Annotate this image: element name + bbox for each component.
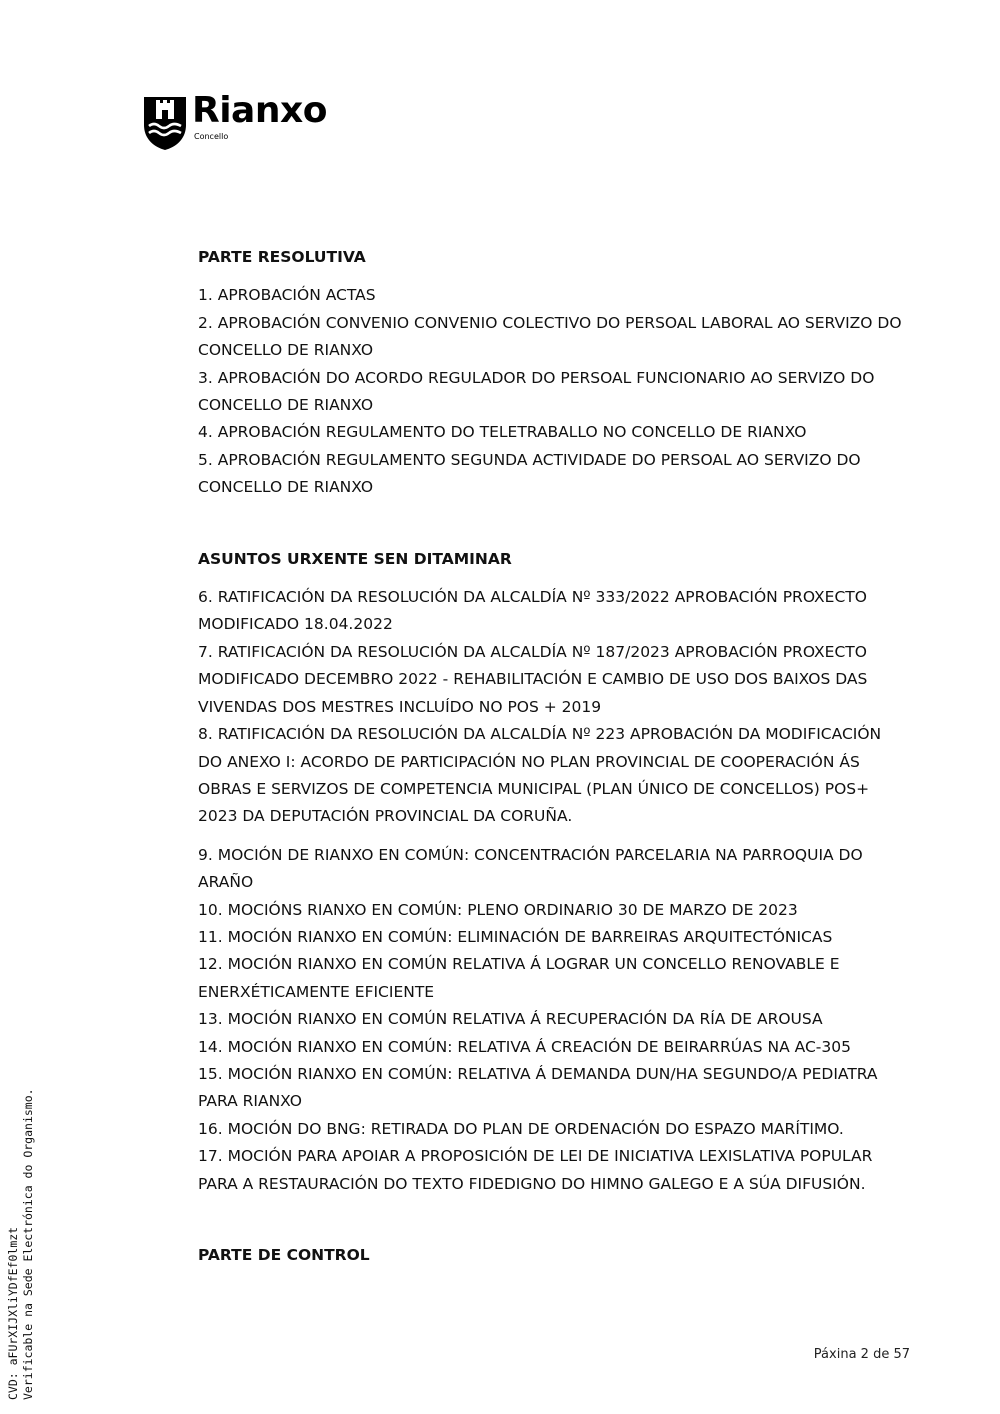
agenda-item: 15. MOCIÓN RIANXO EN COMÚN: RELATIVA Á DEMANDA DUN/HA SEGUNDO/A PEDIATRA PARA RIANXO [198, 1064, 878, 1111]
logo-wordmark: Rianxo [192, 90, 327, 131]
agenda-item: 7. RATIFICACIÓN DA RESOLUCIÓN DA ALCALDÍA Nº 187/2023 APROBACIÓN PROXECTO MODIFICADO DECEMBRO 2022 - REHABILITACIÓN E CAMBIO DE USO DOS BAIXOS DAS VIVENDAS DOS MESTRES INCLUÍDO NO POS + 2019 [198, 642, 868, 716]
agenda-body [198, 244, 908, 1269]
agenda-item: 5. APROBACIÓN REGULAMENTO SEGUNDA ACTIVIDADE DO PERSOAL AO SERVIZO DO CONCELLO DE RIANXO [198, 450, 861, 497]
page-number: Páxina 2 de 57 [813, 1347, 910, 1362]
agenda-item: 17. MOCIÓN PARA APOIAR A PROPOSICIÓN DE LEI DE INICIATIVA LEXISLATIVA POPULAR PARA A RESTAURACIÓN DO TEXTO FIDEDIGNO DO HIMNO GALEGO E A SÚA DIFUSIÓN. [198, 1147, 873, 1193]
agenda-item: 9. MOCIÓN DE RIANXO EN COMÚN: CONCENTRACIÓN PARCELARIA NA PARROQUIA DO ARAÑO [198, 845, 863, 892]
section-parte-de-control [198, 1242, 908, 1269]
agenda-item: 14. MOCIÓN RIANXO EN COMÚN: RELATIVA Á CREACIÓN DE BEIRARRÚAS NA AC-305 [198, 1037, 851, 1056]
verification-stamp [0, 0, 40, 1414]
agenda-item: 12. MOCIÓN RIANXO EN COMÚN RELATIVA Á LOGRAR UN CONCELLO RENOVABLE E ENERXÉTICAMENTE EFICIENTE [198, 955, 840, 1001]
section-parte-resolutiva [198, 244, 908, 502]
section-heading: ASUNTOS URXENTE SEN DITAMINAR [198, 549, 512, 568]
agenda-group [198, 584, 908, 831]
agenda-item: 6. RATIFICACIÓN DA RESOLUCIÓN DA ALCALDÍA Nº 333/2022 APROBACIÓN PROXECTO MODIFICADO 18.04.2022 [198, 588, 867, 634]
agenda-item: 10. MOCIÓNS RIANXO EN COMÚN: PLENO ORDINARIO 30 DE MARZO DE 2023 [198, 900, 798, 919]
agenda-item: 3. APROBACIÓN DO ACORDO REGULADOR DO PERSOAL FUNCIONARIO AO SERVIZO DO CONCELLO DE RIANXO [198, 368, 875, 415]
agenda-item: 8. RATIFICACIÓN DA RESOLUCIÓN DA ALCALDÍA Nº 223 APROBACIÓN DA MODIFICACIÓN DO ANEXO I: ACORDO DE PARTICIPACIÓN NO PLAN PROVINCIAL DE COOPERACIÓN ÁS OBRAS E SERVIZOS DE COMPETENCIA MUNICIPAL (PLAN ÚNICO DE CONCELLOS) POS+ 2023 DA DEPUTACIÓN PROVINCIAL DA CORUÑA. [198, 725, 882, 826]
section-heading: PARTE RESOLUTIVA [198, 248, 366, 266]
tower-waves-shield-icon [142, 95, 188, 151]
agenda-item: 4. APROBACIÓN REGULAMENTO DO TELETRABALLO NO CONCELLO DE RIANXO [198, 423, 807, 442]
agenda-item: 2. APROBACIÓN CONVENIO CONVENIO COLECTIVO DO PERSOAL LABORAL AO SERVIZO DO CONCELLO DE RIANXO [198, 313, 902, 360]
agenda-group [198, 282, 908, 501]
verification-code: CVD: aFUrXIJXliYDfEf0lmzt [6, 1226, 20, 1400]
section-heading: PARTE DE CONTROL [198, 1246, 370, 1264]
concello-logo [142, 90, 352, 153]
agenda-item: 11. MOCIÓN RIANXO EN COMÚN: ELIMINACIÓN DE BARREIRAS ARQUITECTÓNICAS [198, 927, 833, 946]
section-asuntos-urxentes [198, 546, 908, 1198]
verification-note: Verificable na Sede Electrónica do Organismo. [21, 1088, 35, 1400]
agenda-item: 16. MOCIÓN DO BNG: RETIRADA DO PLAN DE ORDENACIÓN DO ESPAZO MARÍTIMO. [198, 1119, 844, 1138]
agenda-item: 1. APROBACIÓN ACTAS [198, 286, 376, 305]
agenda-item: 13. MOCIÓN RIANXO EN COMÚN RELATIVA Á RECUPERACIÓN DA RÍA DE AROUSA [198, 1010, 823, 1029]
agenda-group [198, 842, 908, 1198]
logo-subtitle: Concello [194, 132, 229, 141]
